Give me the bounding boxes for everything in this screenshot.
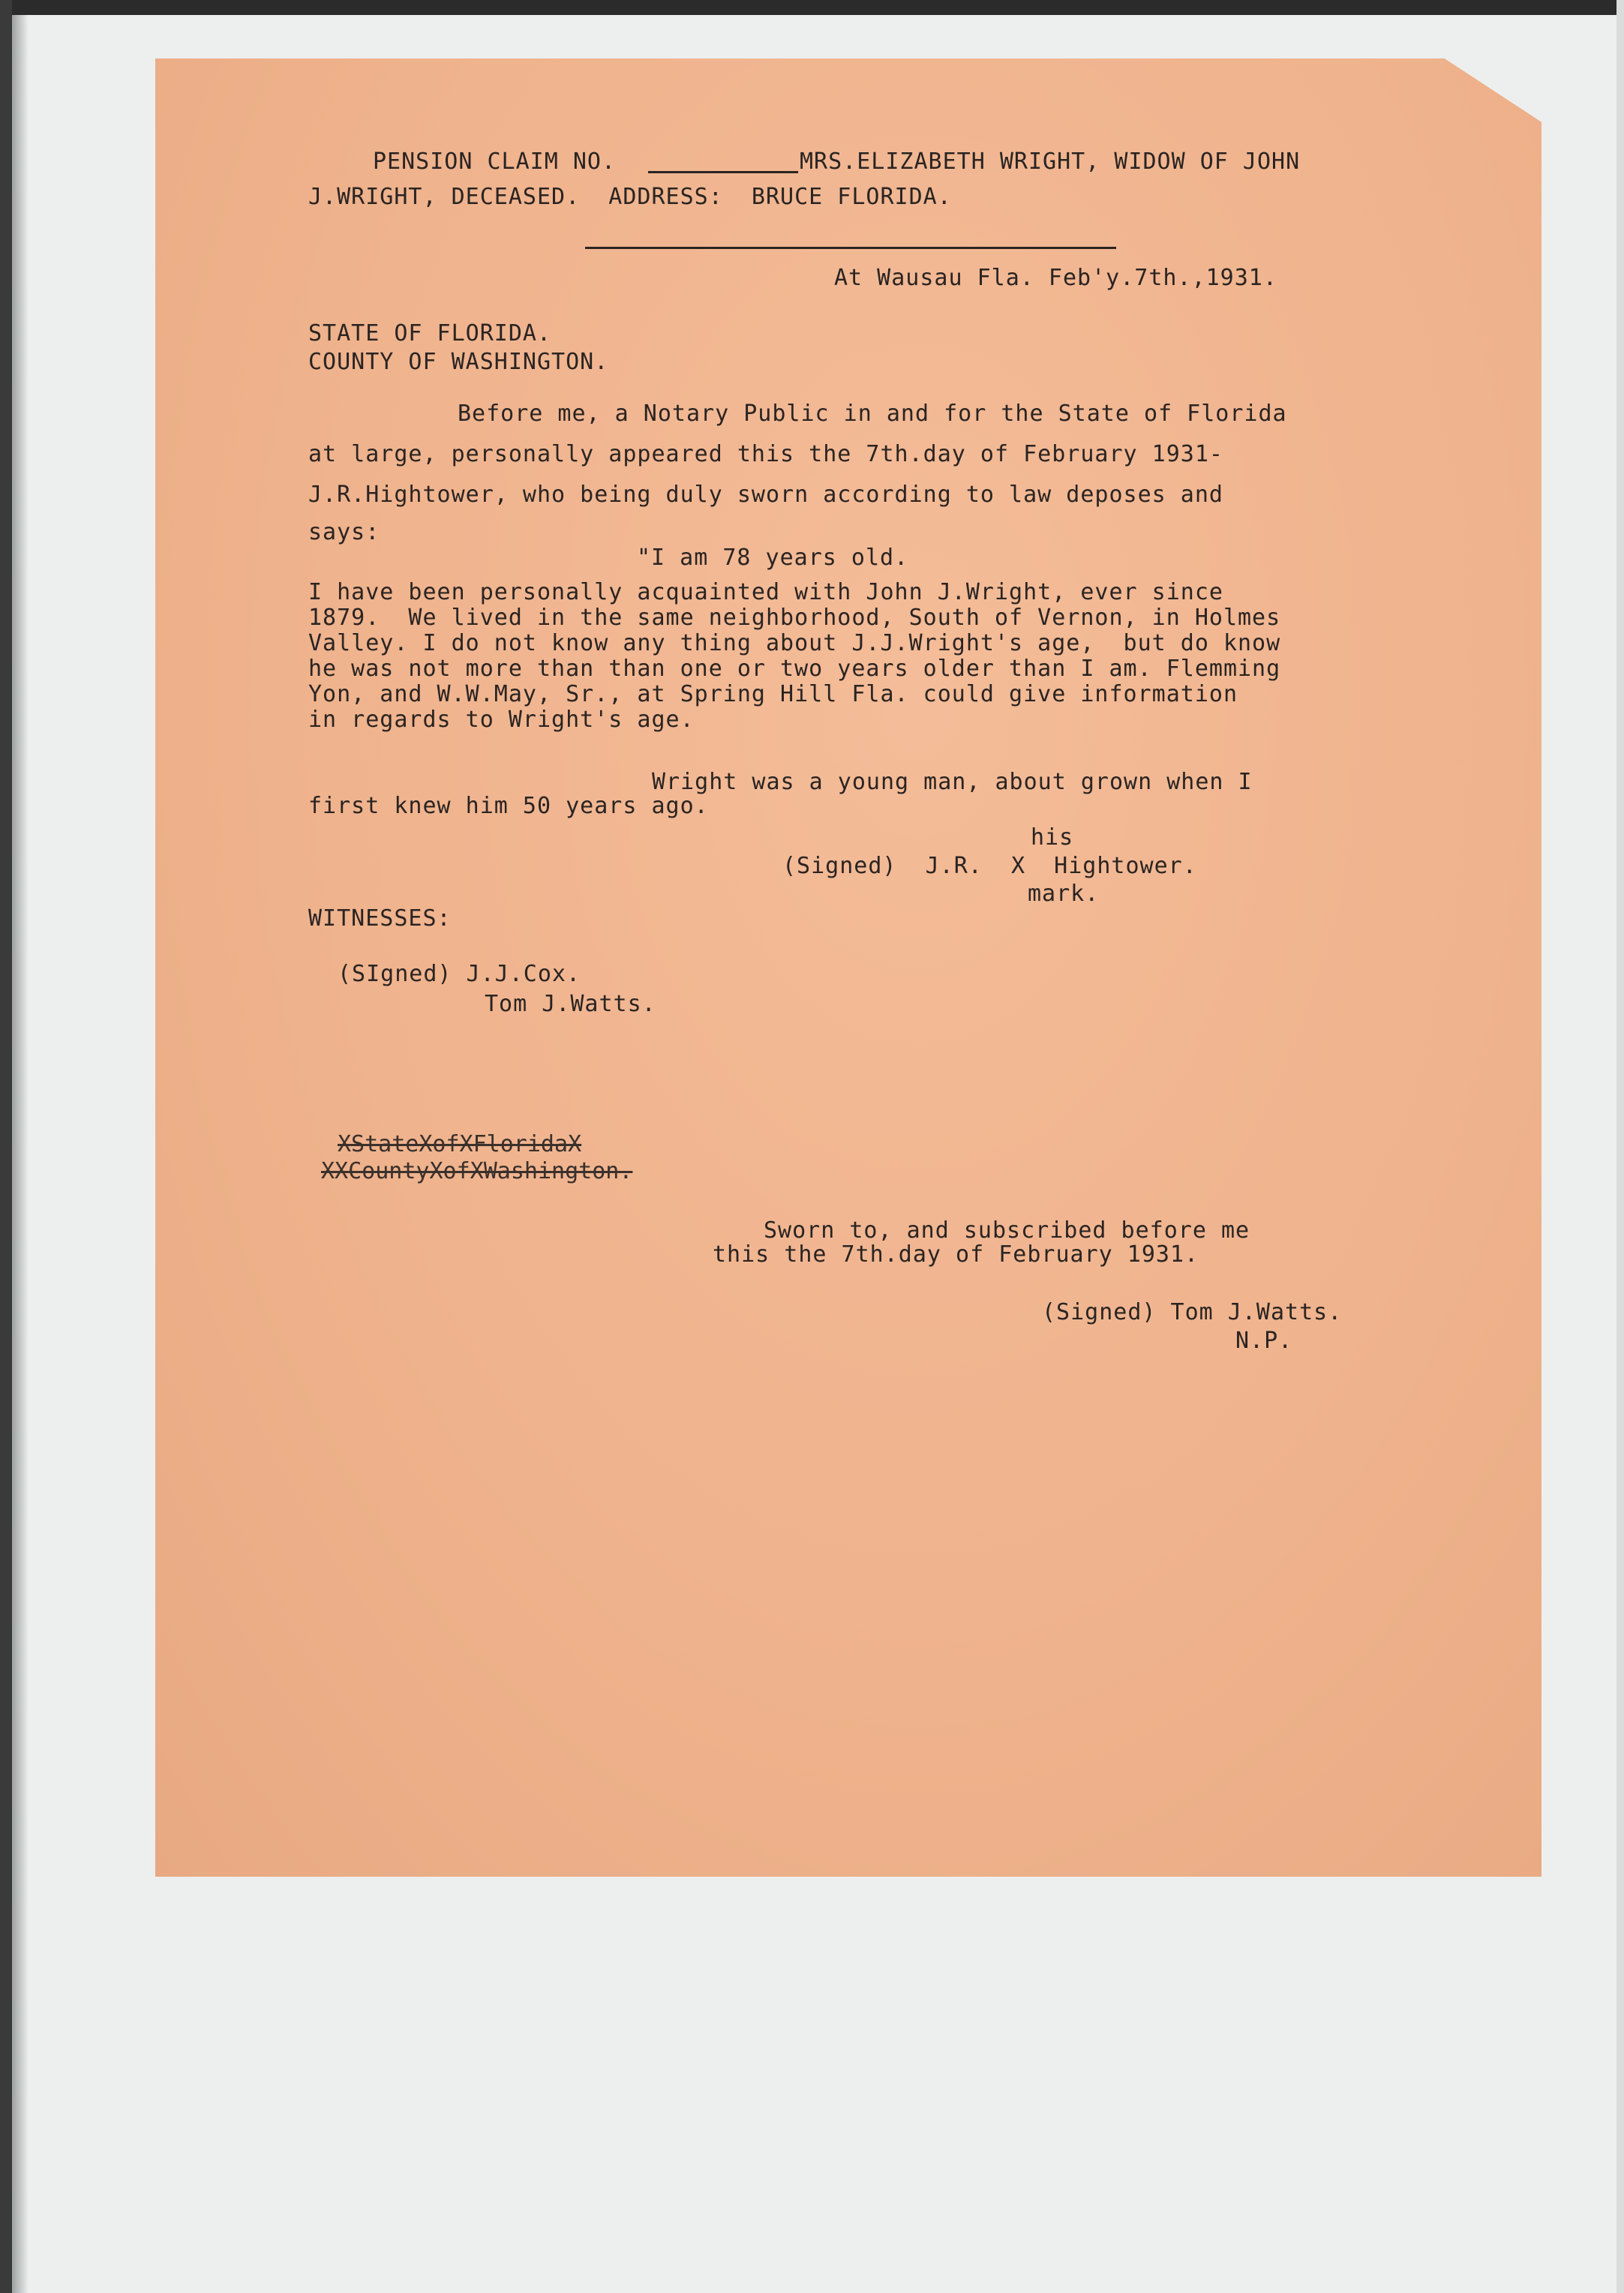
intro-line-4: says: (308, 519, 380, 545)
signature-signed: (Signed) J.R. X Hightower. (782, 853, 1197, 879)
intro-line-2: at large, personally appeared this the 7th.day of February 1931- (308, 441, 1223, 467)
scan-border-right (1616, 0, 1624, 2293)
claim-number-blank (648, 171, 798, 173)
venue-state: STATE OF FLORIDA. (308, 320, 552, 347)
witness-1: (SIgned) J.J.Cox. (338, 961, 581, 987)
jurat-line-2: this the 7th.day of February 1931. (713, 1241, 1199, 1268)
place-date: At Wausau Fla. Feb'y.7th.,1931. (834, 265, 1277, 291)
struck-venue-state: XStateXofXFloridaX (338, 1131, 582, 1157)
witness-2: Tom J.Watts. (485, 991, 656, 1017)
jurat-signed: (Signed) Tom J.Watts. (1042, 1299, 1343, 1325)
testimony-line-3: Valley. I do not know any thing about J.J.Wright's age, but do know (308, 630, 1281, 656)
intro-line-1: Before me, a Notary Public in and for the State of Florida (458, 401, 1287, 427)
testimony-para2-line-1: Wright was a young man, about grown when I (652, 769, 1253, 795)
signature-his: his (1031, 824, 1074, 851)
venue-county: COUNTY OF WASHINGTON. (308, 349, 609, 375)
claim-line-2: J.WRIGHT, DECEASED. ADDRESS: BRUCE FLORIDA. (308, 184, 952, 210)
claim-label: PENSION CLAIM NO. (373, 149, 617, 175)
intro-line-3: J.R.Hightower, who being duly sworn according to law deposes and (308, 482, 1223, 508)
testimony-line-6: in regards to Wright's age. (308, 707, 695, 733)
jurat-line-1: Sworn to, and subscribed before me (764, 1217, 1250, 1244)
scan-border-left (0, 0, 12, 2293)
witnesses-heading: WITNESSES: (308, 905, 452, 932)
scan-shadow-left (12, 15, 29, 2293)
struck-venue-county: XXCountyXofXWashington. (321, 1158, 633, 1184)
testimony-para2-line-2: first knew him 50 years ago. (308, 793, 709, 819)
header-rule (585, 247, 1116, 249)
claim-claimant: MRS.ELIZABETH WRIGHT, WIDOW OF JOHN (800, 149, 1301, 175)
testimony-opening: "I am 78 years old. (637, 545, 909, 571)
testimony-line-2: 1879. We lived in the same neighborhood, South of Vernon, in Holmes (308, 605, 1281, 631)
testimony-line-1: I have been personally acquainted with John J.Wright, ever since (308, 579, 1223, 605)
jurat-title: N.P. (1235, 1328, 1293, 1354)
testimony-line-4: he was not more than than one or two years older than I am. Flemming (308, 656, 1281, 682)
testimony-line-5: Yon, and W.W.May, Sr., at Spring Hill Fla. could give information (308, 681, 1238, 707)
scan-border-top (0, 0, 1624, 15)
signature-mark: mark. (1028, 881, 1100, 907)
